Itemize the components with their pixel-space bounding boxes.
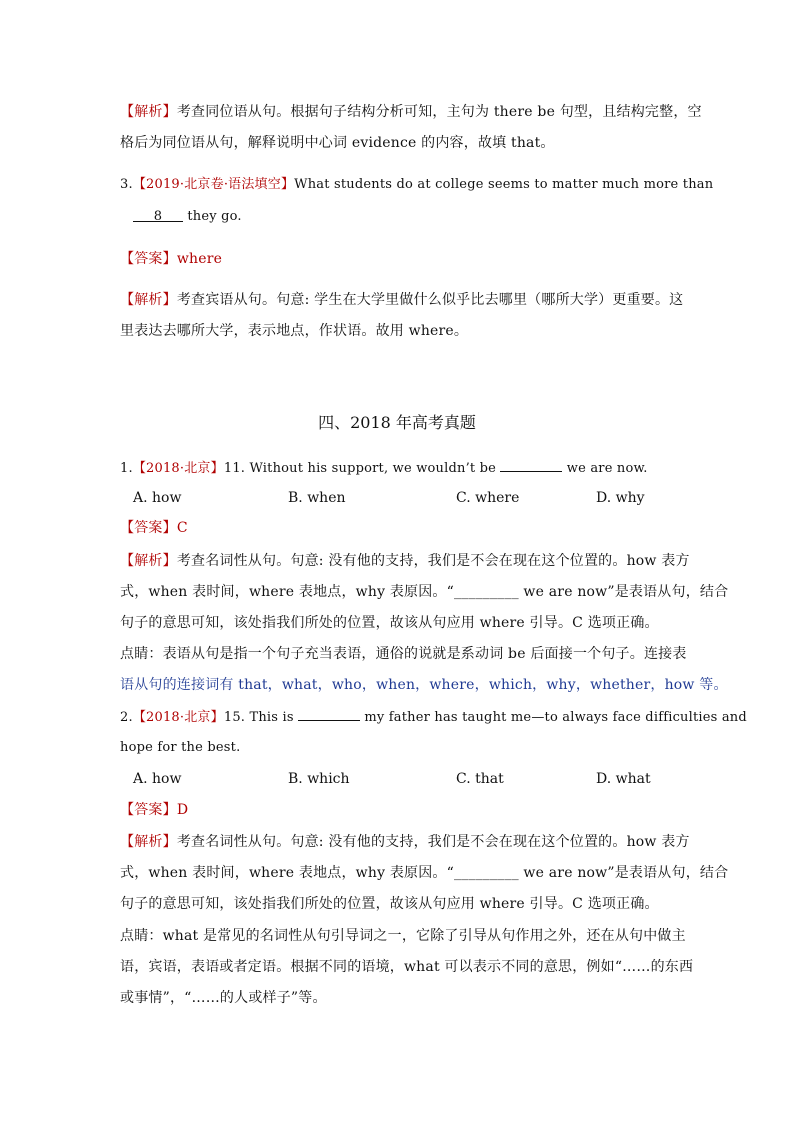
answer-value: D xyxy=(176,802,189,818)
answer-value: C xyxy=(176,520,188,536)
tip-line xyxy=(120,957,693,977)
analysis-line xyxy=(120,582,728,602)
option-c: C. where xyxy=(456,490,520,506)
question-text: they go. xyxy=(187,209,242,224)
tip-text: 点睛：表语从句是指一个句子充当表语，通俗的说就是系动词 be 后面接一个句子。连接表 xyxy=(120,646,687,662)
question-number: 3. xyxy=(120,177,133,192)
question-2018-2 xyxy=(120,706,747,728)
analysis-text: 式，when 表时间，where 表地点，why 表原因。“_________ we are now”是表语从句，结合 xyxy=(120,584,729,600)
analysis-text: 考查宾语从句。句意: 学生在大学里做什么似乎比去哪里（哪所大学）更重要。这 xyxy=(176,292,684,308)
tip-text: 或事情”，“……的人或样子”等。 xyxy=(120,990,327,1006)
question-source: 【2018·北京】 xyxy=(132,461,224,476)
analysis-text: 考查名词性从句。句意: 没有他的支持，我们是不会在现在这个位置的。how 表方 xyxy=(176,834,690,850)
analysis-text: 考查名词性从句。句意: 没有他的支持，我们是不会在现在这个位置的。how 表方 xyxy=(176,553,690,569)
tip-line xyxy=(120,926,686,946)
answer-value: where xyxy=(176,251,223,267)
question-source: 【2019·北京卷·语法填空】 xyxy=(132,177,295,192)
question-stem: we are now. xyxy=(566,461,648,476)
answer-tag: 【答案】 xyxy=(120,520,177,536)
analysis-line xyxy=(120,863,728,883)
analysis-line xyxy=(120,290,683,310)
analysis-tag: 【解析】 xyxy=(120,553,177,569)
analysis-tag: 【解析】 xyxy=(120,292,177,308)
answer-blank xyxy=(500,457,562,472)
answer-tag: 【答案】 xyxy=(120,251,177,267)
answer-line xyxy=(120,249,222,269)
question-2019-3 xyxy=(120,175,713,195)
answer-blank: 8 xyxy=(133,207,183,222)
analysis-line xyxy=(120,102,702,122)
question-line xyxy=(133,207,242,227)
question-stem: 11. Without his support, we wouldn’t be xyxy=(223,461,497,476)
analysis-text: 考查同位语从句。根据句子结构分析可知，主句为 there be 句型，且结构完整，空 xyxy=(176,104,702,120)
option-a: A. how xyxy=(133,771,182,787)
tip-line xyxy=(120,675,728,695)
answer-tag: 【答案】 xyxy=(120,802,177,818)
tip-line xyxy=(120,644,687,664)
option-d: D. what xyxy=(596,771,651,787)
question-stem: 15. This is xyxy=(223,710,294,725)
tip-text: 语从句的连接词有 that，what，who，when，where，which，why，whether，how 等。 xyxy=(120,677,728,693)
option-d: D. why xyxy=(596,490,645,506)
question-line xyxy=(120,738,240,758)
analysis-text: 式，when 表时间，where 表地点，why 表原因。“_________ we are now”是表语从句，结合 xyxy=(120,865,729,881)
tip-text: 点睛：what 是常见的名词性从句引导词之一，它除了引导从句作用之外，还在从句中做主 xyxy=(120,928,686,944)
option-b: B. which xyxy=(288,771,350,787)
question-source: 【2018·北京】 xyxy=(132,710,224,725)
option-b: B. when xyxy=(288,490,346,506)
question-stem: hope for the best. xyxy=(120,740,241,755)
analysis-tag: 【解析】 xyxy=(120,104,177,120)
analysis-line xyxy=(120,832,690,852)
option-a: A. how xyxy=(133,490,182,506)
question-2018-1 xyxy=(120,457,648,479)
analysis-line xyxy=(120,613,659,633)
tip-text: 语，宾语，表语或者定语。根据不同的语境，what 可以表示不同的意思，例如“……的东西 xyxy=(120,959,694,975)
question-text: What students do at college seems to matter much more than xyxy=(294,177,714,192)
analysis-text: 句子的意思可知，该处指我们所处的位置，故该从句应用 where 引导。C 选项正确。 xyxy=(120,615,659,631)
question-number: 2. xyxy=(120,710,133,725)
question-stem: my father has taught me—to always face difficulties and xyxy=(364,710,747,725)
answer-line xyxy=(120,518,188,538)
analysis-text: 里表达去哪所大学，表示地点，作状语。故用 where。 xyxy=(120,323,469,339)
answer-line xyxy=(120,800,188,820)
section-heading: 四、2018 年高考真题 xyxy=(318,413,476,432)
analysis-text: 句子的意思可知，该处指我们所处的位置，故该从句应用 where 引导。C 选项正确。 xyxy=(120,896,659,912)
analysis-text: 格后为同位语从句，解释说明中心词 evidence 的内容，故填 that。 xyxy=(120,135,555,151)
analysis-line xyxy=(120,551,690,571)
answer-blank xyxy=(298,706,360,721)
analysis-line xyxy=(120,321,468,341)
option-c: C. that xyxy=(456,771,504,787)
analysis-tag: 【解析】 xyxy=(120,834,177,850)
analysis-line xyxy=(120,133,555,153)
question-number: 1. xyxy=(120,461,133,476)
analysis-line xyxy=(120,894,659,914)
tip-line xyxy=(120,988,327,1008)
